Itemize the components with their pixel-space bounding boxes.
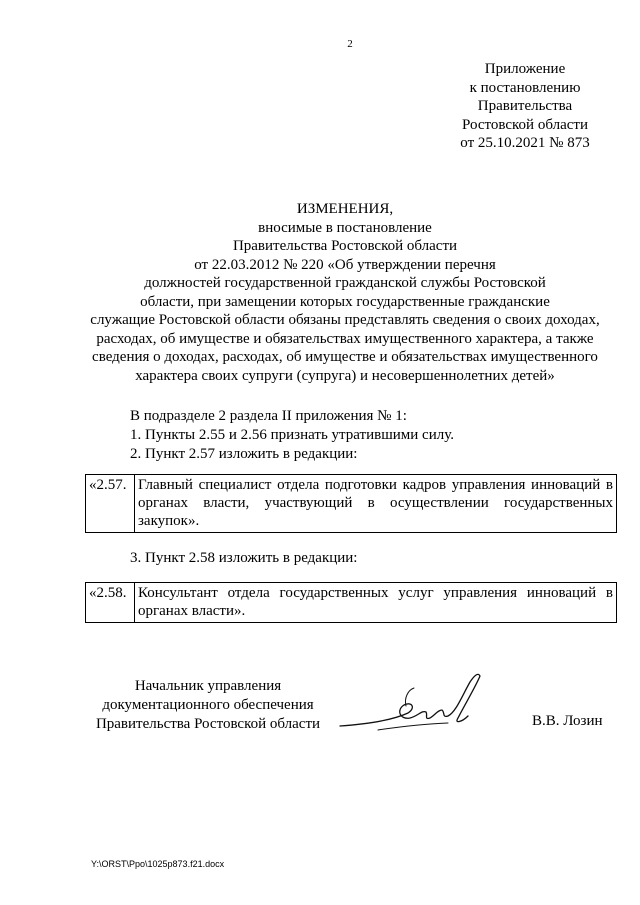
annex-line: Приложение bbox=[484, 61, 566, 77]
title-line: вносимые в постановление bbox=[258, 219, 432, 236]
signatory-name: В.В. Лозин bbox=[532, 713, 603, 729]
item-number: «2.57. bbox=[86, 475, 135, 533]
title-line: области, при замещении которых государственные гражданские bbox=[140, 293, 550, 310]
signatory-position bbox=[90, 677, 326, 734]
title-line: расходах, об имуществе и обязательствах имущественного характера, а также bbox=[96, 330, 594, 347]
title-line: Правительства Ростовской области bbox=[232, 238, 458, 254]
annex-line: от 25.10.2021 № 873 bbox=[460, 135, 590, 151]
title-line: должностей государственной гражданской службы Ростовской bbox=[144, 275, 546, 291]
title-line: характера своих супруги (супруга) и несовершеннолетних детей» bbox=[135, 367, 555, 384]
title-line: от 22.03.2012 № 220 «Об утверждении перечня bbox=[194, 256, 496, 273]
file-path: Y:\ORST\Ppo\1025p873.f21.docx bbox=[91, 859, 225, 869]
title-line: ИЗМЕНЕНИЯ, bbox=[296, 201, 394, 217]
annex-line: Правительства bbox=[477, 98, 573, 114]
position-line: Правительства Ростовской области bbox=[95, 716, 321, 732]
title-line: сведения о доходах, расходах, об имуществе и обязательствах имущественного bbox=[92, 349, 598, 365]
document-title bbox=[70, 200, 620, 385]
position-line: Начальник управления bbox=[134, 678, 282, 694]
item-text: Консультант отдела государственных услуг управления инноваций в органах власти». bbox=[135, 583, 617, 623]
body-paragraph: В подразделе 2 раздела II приложения № 1: bbox=[130, 408, 407, 424]
annex-line: Ростовской области bbox=[462, 116, 588, 133]
item-number: «2.58. bbox=[86, 583, 135, 623]
page-number: 2 bbox=[347, 38, 353, 50]
amendment-table-2-57 bbox=[85, 474, 617, 533]
item-text: Главный специалист отдела подготовки кадров управления инноваций в органах власти, участвующий в осуществлении государственных закупок». bbox=[135, 475, 617, 533]
title-line: служащие Ростовской области обязаны представлять сведения о своих доходах, bbox=[90, 312, 600, 328]
annex-header bbox=[420, 60, 630, 153]
amendment-table-2-58 bbox=[85, 582, 617, 623]
table-row bbox=[86, 583, 617, 623]
annex-line: к постановлению bbox=[469, 79, 581, 96]
table-row bbox=[86, 475, 617, 533]
handwritten-signature bbox=[338, 668, 488, 740]
position-line: документационного обеспечения bbox=[102, 697, 314, 713]
body-paragraph: 3. Пункт 2.58 изложить в редакции: bbox=[130, 550, 358, 566]
body-paragraph: 1. Пункты 2.55 и 2.56 признать утратившими силу. bbox=[130, 427, 454, 443]
body-paragraph: 2. Пункт 2.57 изложить в редакции: bbox=[130, 446, 358, 462]
